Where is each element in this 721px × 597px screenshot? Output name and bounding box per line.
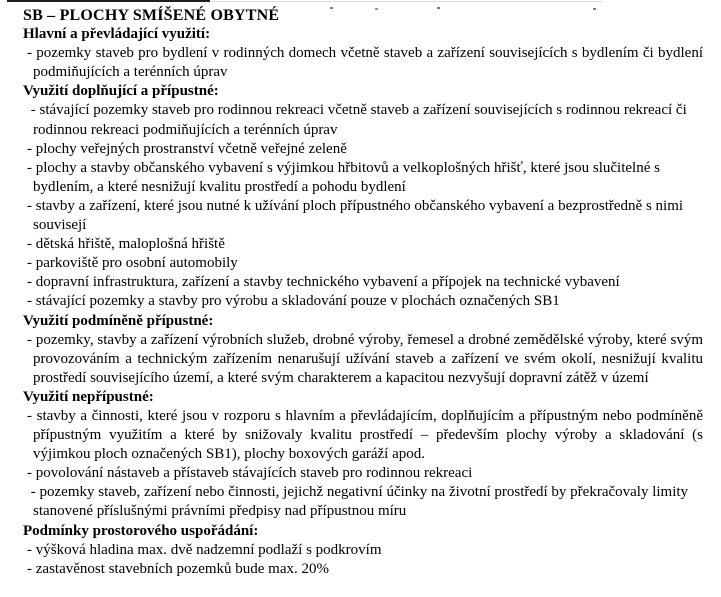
bullet-dash: - [27, 102, 40, 119]
scan-artifact [7, 0, 210, 2]
section-heading-main-use: Hlavní a převládající využití: [23, 26, 211, 43]
list-item-text: dopravní infrastruktura, zařízení a stavby technického vybavení a přípojek na technické vybavení [35, 274, 620, 291]
bullet-dash: - [27, 274, 36, 291]
bullet-dash: - [27, 159, 36, 176]
list-item [23, 541, 703, 560]
list-item [23, 254, 703, 273]
scan-artifact [210, 1, 602, 2]
list-item [23, 331, 703, 388]
bullet-dash: - [27, 465, 36, 482]
bullet-dash: - [27, 197, 36, 214]
bullet-dash: - [27, 484, 40, 501]
list-item-text: plochy veřejných prostranství včetně veřejné zeleně [35, 140, 347, 157]
list-item-text: pozemky, stavby a zařízení výrobních služeb, drobné výroby, řemesel a drobné zemědělské výroby, které svým provozováním a technickým zařízením nenarušují užívání staveb a zařízení ve svém okolí, nesnižují kvalitu prostředí souvisejícího území, a které svým charakterem a kapacitou nezvyšují dopravní zátěž v území [33, 331, 703, 386]
scan-artifact [593, 8, 596, 10]
section-heading-conditionally-permissible: Využití podmíněně přípustné: [23, 312, 214, 329]
bullet-dash: - [27, 560, 36, 577]
bullet-dash: - [27, 140, 36, 157]
list-item-text: stávající pozemky a stavby pro výrobu a skladování pouze v plochách označených SB1 [35, 293, 560, 310]
list-item [23, 464, 703, 483]
section-heading-spatial-conditions: Podmínky prostorového uspořádání: [23, 522, 259, 539]
bullet-dash: - [27, 407, 37, 424]
list-item-text: stavby a činnosti, které jsou v rozporu s hlavním a převládajícím, doplňujícím a přípustným nebo podmíněně přípustným využitím a které by snižovaly kvalitu prostředí – především plochy výroby a skladování (s výjimkou ploch označených SB1), plochy boxových garáží apod. [33, 407, 703, 463]
section-heading-complementary-use: Využití doplňující a přípustné: [23, 83, 219, 100]
list-item-text: dětská hřiště, maloplošná hřiště [35, 236, 225, 253]
section-heading-impermissible: Využití nepřípustné: [23, 388, 154, 405]
list-item-text: výšková hladina max. dvě nadzemní podlaží s podkrovím [35, 541, 382, 558]
scan-artifact [437, 7, 440, 9]
bullet-dash: - [27, 236, 36, 253]
scan-artifact [375, 8, 378, 10]
list-item [23, 292, 703, 311]
bullet-dash: - [27, 331, 36, 348]
list-item [23, 273, 703, 292]
list-item [23, 483, 703, 521]
bullet-dash: - [27, 541, 36, 558]
page-title: SB – PLOCHY SMÍŠENÉ OBYTNÉ [23, 7, 280, 24]
list-item-text: parkoviště pro osobní automobily [35, 255, 238, 272]
bullet-dash: - [27, 293, 36, 310]
list-item [23, 197, 703, 235]
bullet-dash: - [27, 255, 36, 272]
list-item-text: zastavěnost stavebních pozemků bude max. 20% [35, 560, 329, 577]
list-item [23, 101, 703, 139]
list-item [23, 44, 703, 82]
list-item-text: stavby a zařízení, které jsou nutné k užívání ploch přípustného občanského vybavení a bezprostředně s nimi souvisejí [33, 197, 684, 234]
list-item [23, 235, 703, 254]
list-item [23, 159, 703, 197]
scan-artifact [330, 7, 333, 9]
list-item [23, 140, 703, 159]
list-item-text: povolování nástaveb a přístaveb stávajících staveb pro rodinnou rekreaci [35, 465, 473, 482]
bullet-dash: - [27, 45, 37, 62]
list-item-text: pozemky staveb pro bydlení v rodinných domech včetně staveb a zařízení souvisejících s bydlením či bydlení podmiňujících a terénních úprav [33, 45, 703, 81]
list-item-text: plochy a stavby občanského vybavení s výjimkou hřbitovů a velkoplošných hřišť, které jsou slučitelné s bydlením, a které nesnižují kvalitu prostředí a pohodu bydlení [33, 159, 660, 195]
list-item-text: stávající pozemky staveb pro rodinnou rekreaci včetně staveb a zařízení souvisejících s rodinnou rekreací či rodinnou rekreaci podmiňujících a terénních úprav [33, 102, 687, 138]
list-item [23, 560, 703, 579]
list-item-text: pozemky staveb, zařízení nebo činnosti, jejichž negativní účinky na životní prostředí by překračovaly limity stanovené příslušnými právními předpisy nad přípustnou míru [33, 484, 689, 520]
list-item [23, 407, 703, 464]
